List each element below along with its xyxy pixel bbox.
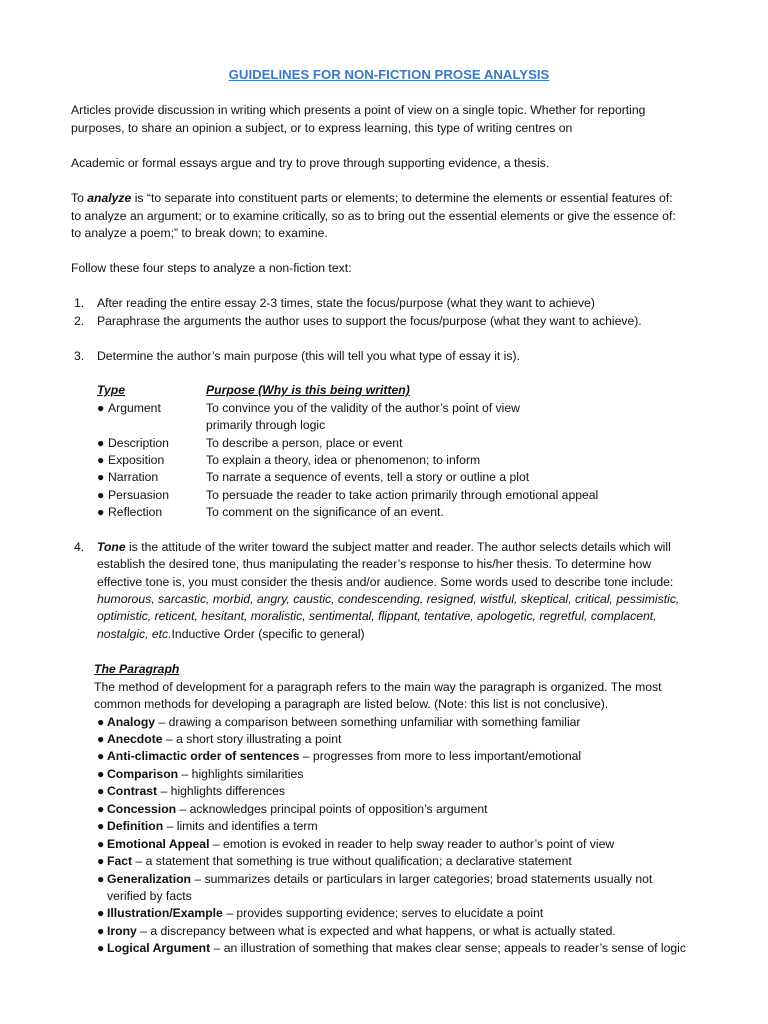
list-item-continuation: verified by facts [107,889,192,903]
tone-line: nostalgic, etc.Inductive Order (specific to general) [97,627,365,641]
table-header-type: Type [97,383,125,397]
list-item: ● Fact – a statement that something is true without qualification; a declarative statement [97,853,572,870]
analyze-term: analyze [87,191,132,205]
bullet-icon: ● [97,453,105,467]
tone-line: Tone is the attitude of the writer toward the subject matter and reader. The author selects details which will [97,540,671,554]
bullet-icon: ● [97,802,105,816]
intro-paragraph-line: Articles provide discussion in writing which presents a point of view on a single topic. Whether for reporting [71,103,646,117]
bullet-icon: ● [97,470,105,484]
step-text: Determine the author’s main purpose (this will tell you what type of essay it is). [97,349,520,363]
table-row-purpose: To comment on the significance of an event. [206,505,444,519]
table-row-purpose: To describe a person, place or event [206,436,403,450]
step-text: After reading the entire essay 2-3 times, state the focus/purpose (what they want to achieve) [97,296,595,310]
intro-paragraph-line: purposes, to share an opinion a subject, or to express learning, this type of writing centres on [71,121,573,135]
table-row-type: ● Reflection [97,504,162,521]
table-row-type: ● Description [97,435,169,452]
paragraph-section-intro: The method of development for a paragraph refers to the main way the paragraph is organized. The most [94,680,662,694]
bullet-icon: ● [97,436,105,450]
bullet-icon: ● [97,505,105,519]
tone-words-line: humorous, sarcastic, morbid, angry, caustic, condescending, resigned, wistful, skeptical, critical, pessimistic, [97,592,680,606]
bullet-icon: ● [97,837,105,851]
list-item: ● Contrast – highlights differences [97,783,285,800]
bullet-icon: ● [97,941,105,955]
list-item: ● Irony – a discrepancy between what is expected and what happens, or what is actually stated. [97,923,616,940]
paragraph-section-intro: common methods for developing a paragraph are listed below. (Note: this list is not conclusive). [94,697,609,711]
list-item: ● Concession – acknowledges principal points of opposition’s argument [97,801,488,818]
bullet-icon: ● [97,401,105,415]
bullet-icon: ● [97,749,105,763]
list-item: ● Analogy – drawing a comparison between something unfamiliar with something familiar [97,714,581,731]
bullet-icon: ● [97,784,105,798]
table-row-type: ● Persuasion [97,487,169,504]
bullet-icon: ● [97,854,105,868]
table-row-type: ● Exposition [97,452,164,469]
table-row-type: ● Narration [97,469,158,486]
table-row-purpose-cont: primarily through logic [206,418,326,432]
bullet-icon: ● [97,819,105,833]
list-item: ● Illustration/Example – provides supporting evidence; serves to elucidate a point [97,905,543,922]
bullet-icon: ● [97,906,105,920]
table-row-purpose: To explain a theory, idea or phenomenon; to inform [206,453,481,467]
table-row-type: ● Argument [97,400,161,417]
list-item: ● Anti-climactic order of sentences – progresses from more to less important/emotional [97,748,581,765]
analyze-definition-text: is “to separate into constituent parts or elements; to determine the elements or essential features of: [131,191,673,205]
analyze-definition-line [71,190,731,207]
bullet-icon: ● [97,715,105,729]
list-item: ● Generalization – summarizes details or particulars in larger categories; broad statements usually not [97,871,652,888]
bullet-icon: ● [97,872,105,886]
essay-definition-paragraph: Academic or formal essays argue and try to prove through supporting evidence, a thesis. [71,156,550,170]
list-item: ● Anecdote – a short story illustrating a point [97,731,341,748]
list-item: ● Definition – limits and identifies a term [97,818,318,835]
table-row-purpose: To convince you of the validity of the author’s point of view [206,401,520,415]
step-number: 1. [74,296,85,310]
tone-term: Tone [97,540,126,554]
steps-intro: Follow these four steps to analyze a non-fiction text: [71,261,352,275]
bullet-icon: ● [97,767,105,781]
bullet-icon: ● [97,732,105,746]
tone-line: effective tone is, you must consider the thesis and/or audience. Some words used to describe tone include: [97,575,674,589]
table-row-purpose: To persuade the reader to take action primarily through emotional appeal [206,488,599,502]
list-item: ● Comparison – highlights similarities [97,766,303,783]
bullet-icon: ● [97,488,105,502]
step-text: Paraphrase the arguments the author uses to support the focus/purpose (what they want to achieve). [97,314,642,328]
tone-words-line: optimistic, reticent, hesitant, moralistic, sentimental, flippant, tentative, apologetic, regretful, complacent, [97,609,657,623]
table-row-purpose: To narrate a sequence of events, tell a story or outline a plot [206,470,530,484]
table-header-purpose: Purpose (Why is this being written) [206,383,410,397]
analyze-definition-line: to analyze an argument; or to examine critically, so as to bring out the essential elements or give the essence of: [71,209,676,223]
step-number: 3. [74,349,85,363]
step-number: 4. [74,540,85,554]
tone-line: establish the desired tone, thus manipulating the reader’s response to his/her thesis. To determine how [97,557,652,571]
page-title: GUIDELINES FOR NON-FICTION PROSE ANALYSIS [228,67,550,82]
list-item: ● Logical Argument – an illustration of something that makes clear sense; appeals to reader’s sense of logic [97,940,686,957]
list-item: ● Emotional Appeal – emotion is evoked in reader to help sway reader to author’s point of view [97,836,614,853]
analyze-prefix: To [71,191,88,205]
bullet-icon: ● [97,924,105,938]
paragraph-section-heading: The Paragraph [94,662,180,676]
step-number: 2. [74,314,85,328]
analyze-definition-line: to analyze a poem;” to break down; to examine. [71,226,328,240]
